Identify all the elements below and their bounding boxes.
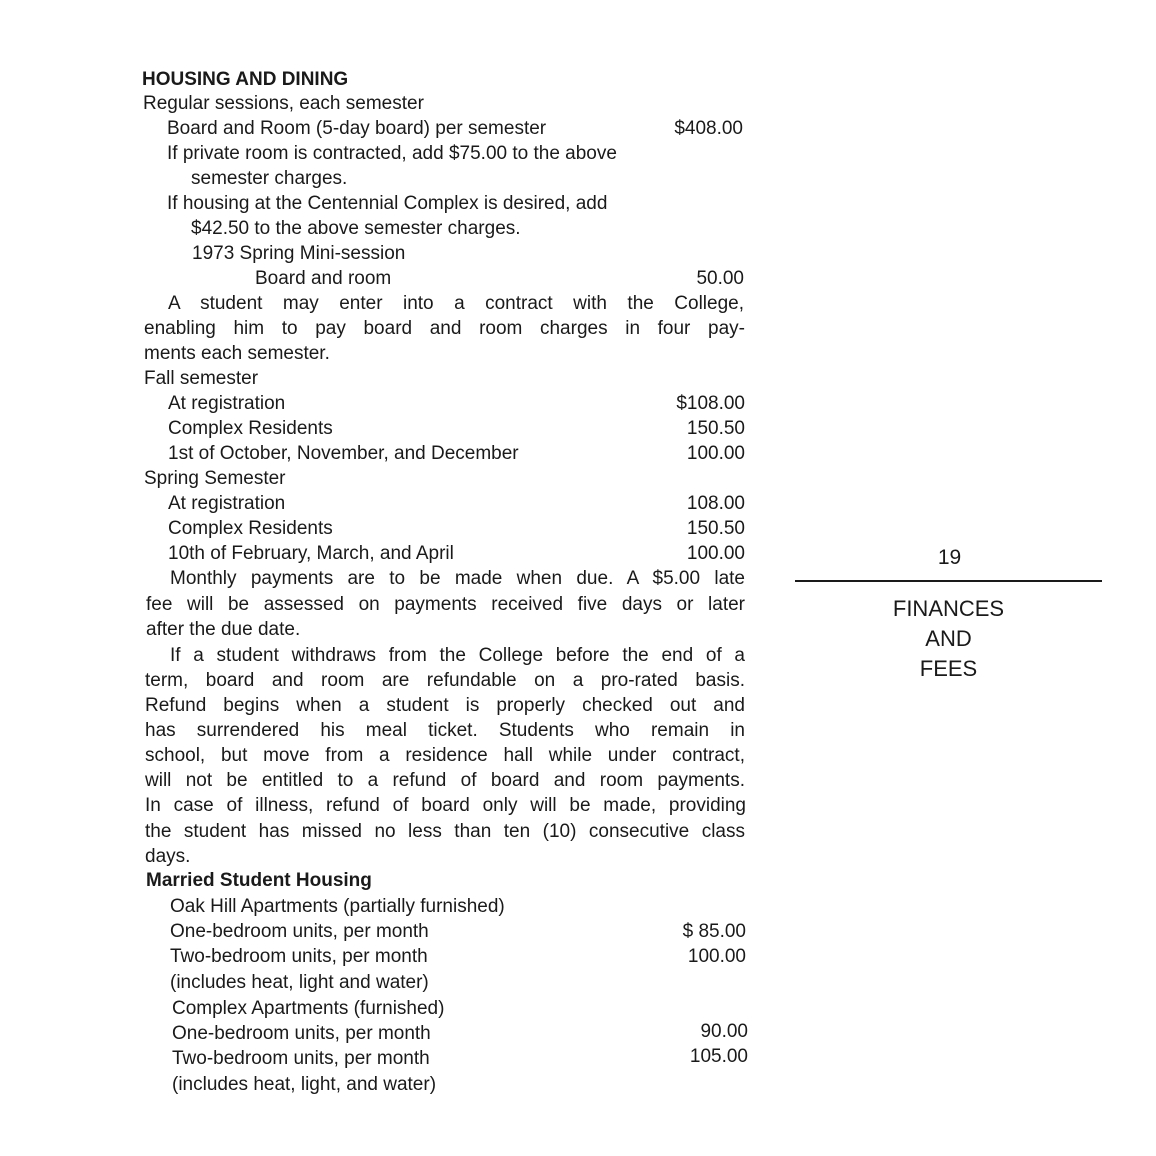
- private-room-line-2: semester charges.: [191, 168, 348, 189]
- contract-line-2: enabling him to pay board and room charges in four pay-: [144, 318, 745, 339]
- withdrawal-line-4: has surrendered his meal ticket. Students who remain in: [145, 720, 745, 741]
- spring-row-amount: 108.00: [686, 493, 745, 514]
- withdrawal-line-2: term, board and room are refundable on a pro-rated basis.: [145, 670, 745, 691]
- payments-line-2: fee will be assessed on payments received five days or later: [146, 594, 745, 615]
- mini-session-heading: 1973 Spring Mini-session: [192, 243, 406, 264]
- withdrawal-line-8: the student has missed no less than ten (10) consecutive class: [145, 821, 745, 842]
- spring-row-amount: 100.00: [686, 543, 745, 564]
- complex-one-bedroom-label: One-bedroom units, per month: [172, 1023, 431, 1044]
- complex-two-bedroom-label: Two-bedroom units, per month: [172, 1048, 430, 1069]
- centennial-line-1: If housing at the Centennial Complex is desired, add: [167, 193, 608, 214]
- fall-row-amount: 100.00: [686, 443, 745, 464]
- spring-row-label: Complex Residents: [168, 518, 333, 539]
- fall-row-label: At registration: [168, 393, 286, 414]
- oak-hill-heading: Oak Hill Apartments (partially furnished): [170, 896, 505, 917]
- regular-sessions-heading: Regular sessions, each semester: [143, 93, 424, 114]
- fall-semester-heading: Fall semester: [144, 368, 259, 389]
- fall-row-amount: $108.00: [676, 393, 745, 414]
- spring-row-label: 10th of February, March, and April: [168, 543, 454, 564]
- section-name-line: FINANCES: [892, 596, 1005, 621]
- oak-includes-note: (includes heat, light and water): [170, 972, 429, 993]
- complex-two-bedroom-amount: 105.00: [689, 1046, 748, 1067]
- withdrawal-line-1: If a student withdraws from the College before the end of a: [170, 645, 745, 666]
- board-room-label: Board and Room (5-day board) per semester: [167, 118, 547, 139]
- section-name-line: FEES: [919, 656, 978, 681]
- married-housing-heading: Married Student Housing: [146, 870, 372, 891]
- complex-one-bedroom-amount: 90.00: [700, 1021, 748, 1042]
- oak-two-bedroom-label: Two-bedroom units, per month: [170, 946, 428, 967]
- oak-one-bedroom-amount: $ 85.00: [682, 921, 746, 942]
- mini-board-amount: 50.00: [696, 268, 744, 289]
- complex-apartments-heading: Complex Apartments (furnished): [172, 998, 445, 1019]
- board-room-amount: $408.00: [674, 118, 743, 139]
- page-number: 19: [937, 546, 962, 569]
- withdrawal-line-7: In case of illness, refund of board only will be made, providing: [145, 795, 746, 816]
- complex-includes-note: (includes heat, light, and water): [172, 1074, 437, 1095]
- mini-board-label: Board and room: [255, 268, 392, 289]
- private-room-line-1: If private room is contracted, add $75.00 to the above: [167, 143, 617, 164]
- oak-one-bedroom-label: One-bedroom units, per month: [170, 921, 429, 942]
- spring-row-label: At registration: [168, 493, 286, 514]
- withdrawal-line-9: days.: [145, 846, 191, 867]
- contract-line-1: A student may enter into a contract with the College,: [168, 293, 744, 314]
- spring-row-amount: 150.50: [686, 518, 745, 539]
- centennial-line-2: $42.50 to the above semester charges.: [191, 218, 521, 239]
- payments-line-1: Monthly payments are to be made when due. A $5.00 late: [170, 568, 745, 589]
- payments-line-3: after the due date.: [146, 619, 301, 640]
- withdrawal-line-3: Refund begins when a student is properly checked out and: [145, 695, 745, 716]
- spring-semester-heading: Spring Semester: [144, 468, 286, 489]
- withdrawal-line-5: school, but move from a residence hall while under contract,: [145, 745, 745, 766]
- withdrawal-line-6: will not be entitled to a refund of board and room payments.: [145, 770, 745, 791]
- section-title: HOUSING AND DINING: [142, 69, 349, 90]
- margin-divider: [795, 580, 1102, 582]
- margin-note: [795, 544, 1102, 684]
- contract-line-3: ments each semester.: [144, 343, 330, 364]
- fall-row-amount: 150.50: [686, 418, 745, 439]
- section-name-line: AND: [925, 626, 972, 651]
- oak-two-bedroom-amount: 100.00: [687, 946, 746, 967]
- section-name: [795, 594, 1102, 684]
- fall-row-label: Complex Residents: [168, 418, 333, 439]
- fall-row-label: 1st of October, November, and December: [168, 443, 519, 464]
